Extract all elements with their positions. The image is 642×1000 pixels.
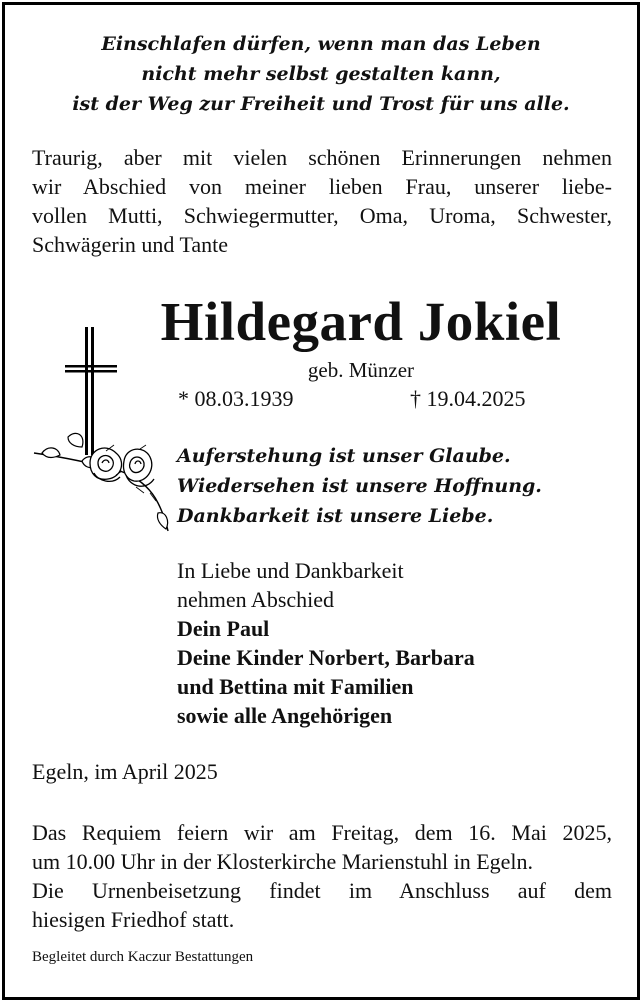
service-info xyxy=(32,818,612,934)
mourners-intro-line: In Liebe und Dankbarkeit xyxy=(177,558,404,583)
obituary-frame xyxy=(2,2,640,1000)
motto-line: Einschlafen dürfen, wenn man das Leben xyxy=(101,33,541,55)
intro-line: Schwägerin und Tante xyxy=(32,232,229,257)
motto-line: ist der Weg zur Freiheit und Trost für uns alle. xyxy=(72,93,570,115)
cross-beam-lower xyxy=(65,370,117,373)
cross-upright xyxy=(85,327,88,455)
undertaker-credit: Begleitet durch Kaczur Bestattungen xyxy=(32,949,254,965)
birth-name: geb. Münzer xyxy=(307,358,415,382)
mourner-name: Dein Paul xyxy=(177,616,270,641)
intro-text xyxy=(32,143,612,259)
intro-line: vollen Mutti, Schwiegermutter, Oma, Uroma, Schwester, xyxy=(32,203,612,228)
verse-line: Auferstehung ist unser Glaube. xyxy=(177,445,511,467)
rose-blossom xyxy=(90,448,122,481)
service-line: Das Requiem feiern wir am Freitag, dem 16. Mai 2025, xyxy=(32,820,612,845)
place-date: Egeln, im April 2025 xyxy=(32,759,218,784)
motto xyxy=(5,29,637,119)
verse-line: Dankbarkeit ist unsere Liebe. xyxy=(177,505,494,527)
verse-line: Wiedersehen ist unsere Hoffnung. xyxy=(177,475,542,497)
intro-line: Traurig, aber mit vielen schönen Erinnerungen nehmen xyxy=(32,145,612,170)
verse xyxy=(177,441,542,531)
mourner-name: und Bettina mit Familien xyxy=(177,674,414,699)
deceased-name: Hildegard Jokiel xyxy=(160,291,562,352)
mourner-name: Deine Kinder Norbert, Barbara xyxy=(177,645,475,670)
service-line: um 10.00 Uhr in der Klosterkirche Marienstuhl in Egeln. xyxy=(32,849,534,874)
service-line: hiesigen Friedhof statt. xyxy=(32,907,235,932)
rose-blossom xyxy=(123,449,154,486)
service-line: Die Urnenbeisetzung findet im Anschluss auf dem xyxy=(32,878,612,903)
death-date: † 19.04.2025 xyxy=(410,386,526,411)
cross-beam xyxy=(65,365,117,368)
motto-line: nicht mehr selbst gestalten kann, xyxy=(141,63,501,85)
mourners-intro-line: nehmen Abschied xyxy=(177,587,335,612)
mourners xyxy=(177,556,475,730)
birth-date: * 08.03.1939 xyxy=(178,386,294,411)
intro-line: wir Abschied von meiner lieben Frau, unserer liebe- xyxy=(32,174,612,199)
mourner-name: sowie alle Angehörigen xyxy=(177,703,393,728)
cross-upright-inner xyxy=(91,327,94,455)
